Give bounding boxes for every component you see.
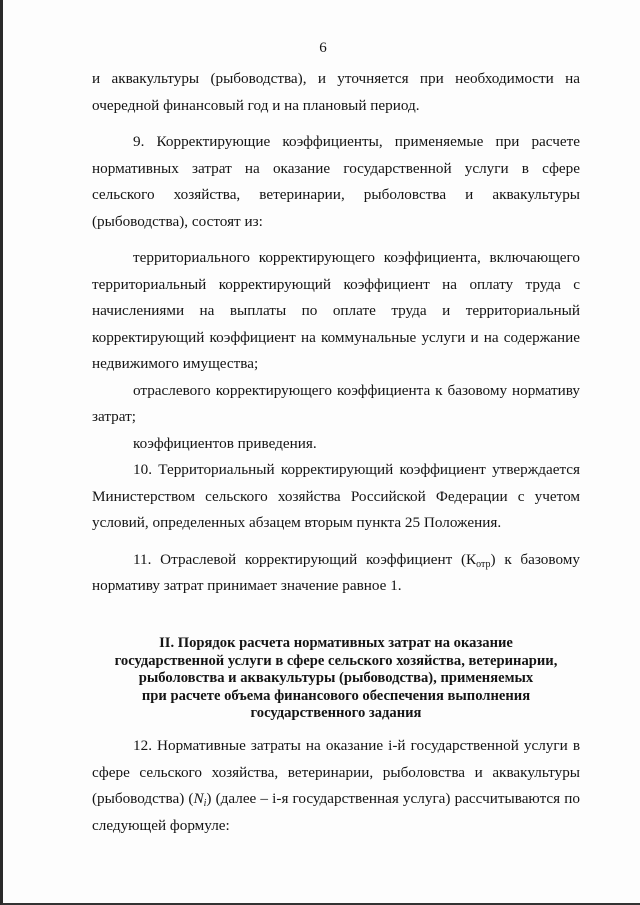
- document-body: [92, 66, 580, 600]
- paragraph-11: [92, 547, 580, 600]
- paragraph-12: [92, 733, 580, 839]
- heading-line: государственной услуги в сфере сельского хозяйства, ветеринарии,: [114, 652, 558, 669]
- heading-line: государственного задания: [250, 705, 422, 721]
- paragraph-10: 10. Территориальный корректирующий коэффициент утверждается Министерством сельского хозяйства Российской Федерации с учетом условий, определенных абзацем вторым пункта 25 Положения.: [92, 461, 580, 531]
- paragraph-11-text: 11. Отраслевой корректирующий коэффициент (К: [133, 550, 477, 568]
- paragraph-11-text-end: ) к базовому нормативу затрат принимает значение равное 1.: [92, 550, 580, 594]
- formula-index: i: [203, 798, 207, 809]
- heading-line: II. Порядок расчета нормативных затрат на оказание: [159, 635, 513, 651]
- paragraph-9-item-territorial: территориального корректирующего коэффициента, включающего территориальный корректирующий коэффициент на оплату труда с начислениями на выплаты по оплате труда и территориальный корректирующий коэффициент на коммунальные услуги и на содержание недвижимого имущества;: [92, 249, 580, 372]
- paragraph-9: 9. Корректирующие коэффициенты, применяемые при расчете нормативных затрат на оказание государственной услуги в сфере сельского хозяйства, ветеринарии, рыболовства и аквакультуры (рыбоводства), состоят из:: [92, 133, 580, 230]
- paragraph-continuation: и аквакультуры (рыбоводства), и уточняется при необходимости на очередной финансовый год и на плановый период.: [92, 70, 580, 114]
- heading-line: при расчете объема финансового обеспечения выполнения: [141, 687, 531, 704]
- paragraph-9-item-reduction: коэффициентов приведения.: [133, 434, 317, 452]
- page-number: 6: [319, 40, 327, 56]
- section-2-heading: [92, 635, 580, 723]
- coefficient-subscript: отр: [476, 558, 491, 570]
- heading-line: рыболовства и аквакультуры (рыбоводства), применяемых: [138, 670, 534, 686]
- formula-variable: N: [193, 790, 204, 807]
- paragraph-12-text-end: ) (далее – i-я государственная услуга) рассчитываются по следующей формуле:: [92, 790, 580, 834]
- paragraph-9-item-sectoral: отраслевого корректирующего коэффициента к базовому нормативу затрат;: [92, 381, 580, 425]
- paragraph-12-text: 12. Нормативные затраты на оказание i-й государственной услуги в сфере сельского хозяйства, ветеринарии, рыболовства и аквакультуры (рыбоводства) (: [92, 737, 580, 807]
- section-2-body: [92, 733, 580, 839]
